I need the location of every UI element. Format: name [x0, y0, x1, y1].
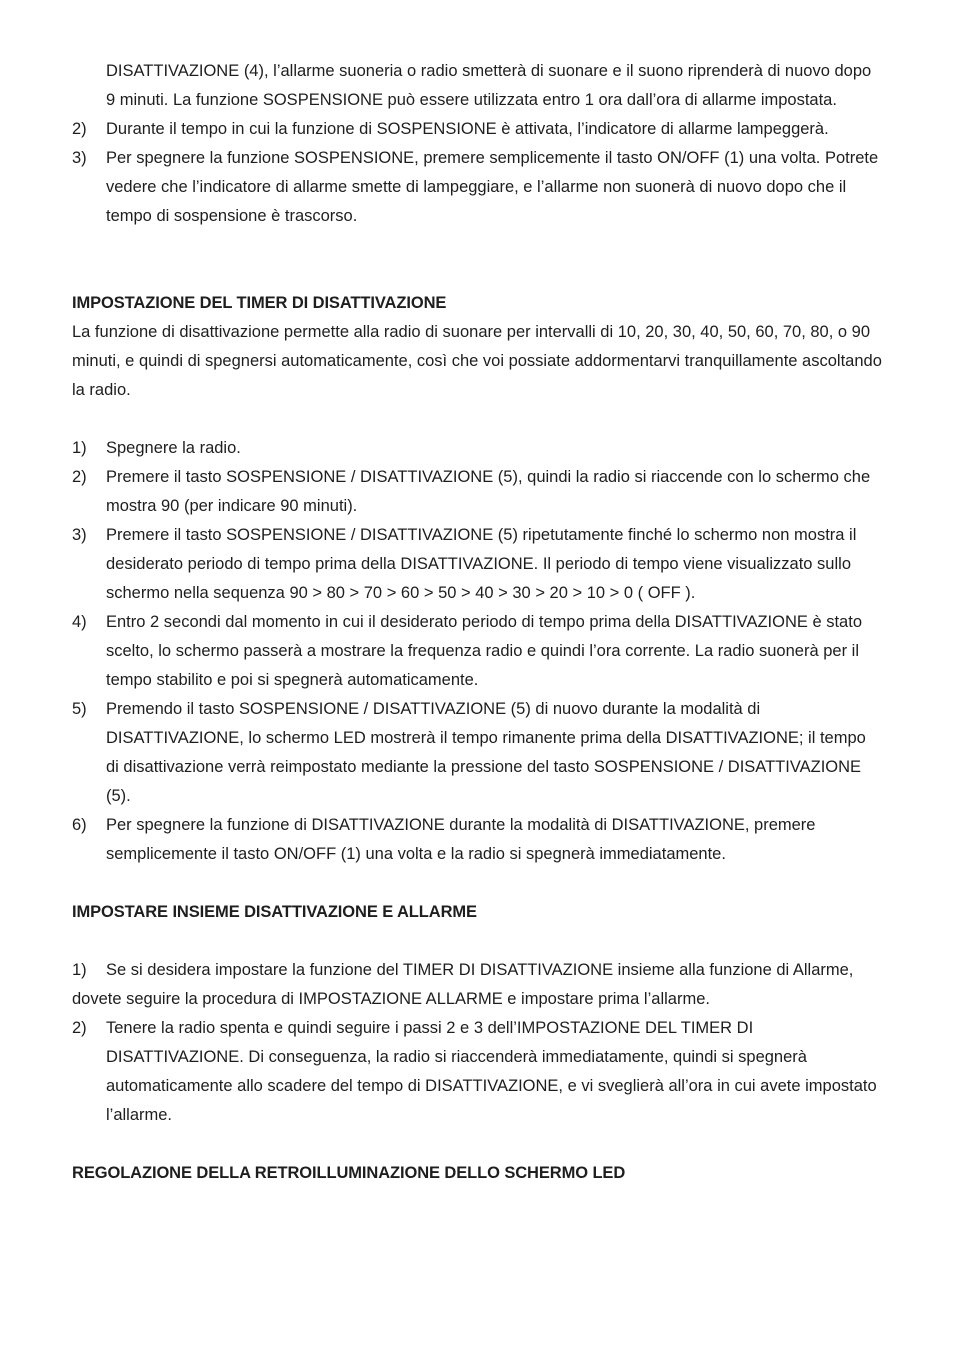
list-number: 4) [72, 613, 87, 631]
list-number: 1) [72, 439, 87, 457]
list-text: DISATTIVAZIONE (4), l’allarme suoneria o radio smetterà di suonare e il suono riprenderà di nuovo dopo 9 minuti. La funzione SOSPENSIONE può essere utilizzata entro 1 ora dall’ora di allarme impostata. [106, 62, 872, 109]
list-item [72, 521, 882, 608]
section-heading-backlight: REGOLAZIONE DELLA RETROILLUMINAZIONE DELLO SCHERMO LED [72, 1164, 626, 1182]
list-text: Entro 2 secondi dal momento in cui il desiderato periodo di tempo prima della DISATTIVAZIONE è stato scelto, lo schermo passerà a mostrare la frequenza radio e quindi l’ora corrente. La radio suonerà per il tempo stabilito e poi si spegnerà automaticamente. [106, 613, 862, 689]
list-number: 6) [72, 816, 87, 834]
section-heading-sleep-and-alarm: IMPOSTARE INSIEME DISATTIVAZIONE E ALLARME [72, 903, 477, 921]
list-item [72, 434, 882, 463]
list-text: Per spegnere la funzione SOSPENSIONE, premere semplicemente il tasto ON/OFF (1) una volta. Potrete vedere che l’indicatore di allarme smette di lampeggiare, e l’allarme non suonerà di nuovo dopo che il tempo di sospensione è trascorso. [106, 149, 879, 225]
list-text: Durante il tempo in cui la funzione di SOSPENSIONE è attivata, l’indicatore di allarme lampeggerà. [106, 120, 829, 138]
list-item [72, 956, 882, 1014]
list-text: Tenere la radio spenta e quindi seguire i passi 2 e 3 dell’IMPOSTAZIONE DEL TIMER DI DISATTIVAZIONE. Di conseguenza, la radio si riaccenderà immediatamente, quindi si spegnerà automaticamente allo scadere del tempo di DISATTIVAZIONE, e vi sveglierà all’ora in cui avete impostato l’allarme. [106, 1019, 877, 1124]
document-page [72, 57, 882, 1188]
list-number: 2) [72, 468, 87, 486]
list-text: Spegnere la radio. [106, 439, 241, 457]
list-item [72, 144, 882, 231]
list-item [72, 695, 882, 811]
list-text: Premere il tasto SOSPENSIONE / DISATTIVAZIONE (5) ripetutamente finché lo schermo non mostra il desiderato periodo di tempo prima della DISATTIVAZIONE. Il periodo di tempo viene visualizzato sullo schermo nella sequenza 90 > 80 > 70 > 60 > 50 > 40 > 30 > 20 > 10 > 0 ( OFF ). [106, 526, 857, 602]
list-item [72, 608, 882, 695]
list-number: 3) [72, 149, 87, 167]
list-number: 3) [72, 526, 87, 544]
list-number: 5) [72, 700, 87, 718]
list-text: Per spegnere la funzione di DISATTIVAZIONE durante la modalità di DISATTIVAZIONE, premere semplicemente il tasto ON/OFF (1) una volta e la radio si spegnerà immediatamente. [106, 816, 816, 863]
list-item [72, 1014, 882, 1130]
list-number: 2) [72, 1019, 87, 1037]
list-item [72, 463, 882, 521]
list-item [72, 811, 882, 869]
list-item [72, 57, 882, 115]
list-text: Se si desidera impostare la funzione del TIMER DI DISATTIVAZIONE insieme alla funzione di Allarme, dovete seguire la procedura di IMPOSTAZIONE ALLARME e impostare prima l’allarme. [72, 961, 854, 1008]
list-number: 1) [72, 961, 87, 979]
section-heading-sleep-timer: IMPOSTAZIONE DEL TIMER DI DISATTIVAZIONE [72, 294, 447, 312]
section-intro: La funzione di disattivazione permette alla radio di suonare per intervalli di 10, 20, 30, 40, 50, 60, 70, 80, o 90 minuti, e quindi di spegnersi automaticamente, così che voi possiate addormentarvi tranquillamente ascoltando la radio. [72, 323, 882, 399]
list-text: Premere il tasto SOSPENSIONE / DISATTIVAZIONE (5), quindi la radio si riaccende con lo schermo che mostra 90 (per indicare 90 minuti). [106, 468, 871, 515]
list-text: Premendo il tasto SOSPENSIONE / DISATTIVAZIONE (5) di nuovo durante la modalità di DISATTIVAZIONE, lo schermo LED mostrerà il tempo rimanente prima della DISATTIVAZIONE; il tempo di disattivazione verrà reimpostato mediante la pressione del tasto SOSPENSIONE / DISATTIVAZIONE (5). [106, 700, 866, 805]
list-item [72, 115, 882, 144]
list-number: 2) [72, 120, 87, 138]
